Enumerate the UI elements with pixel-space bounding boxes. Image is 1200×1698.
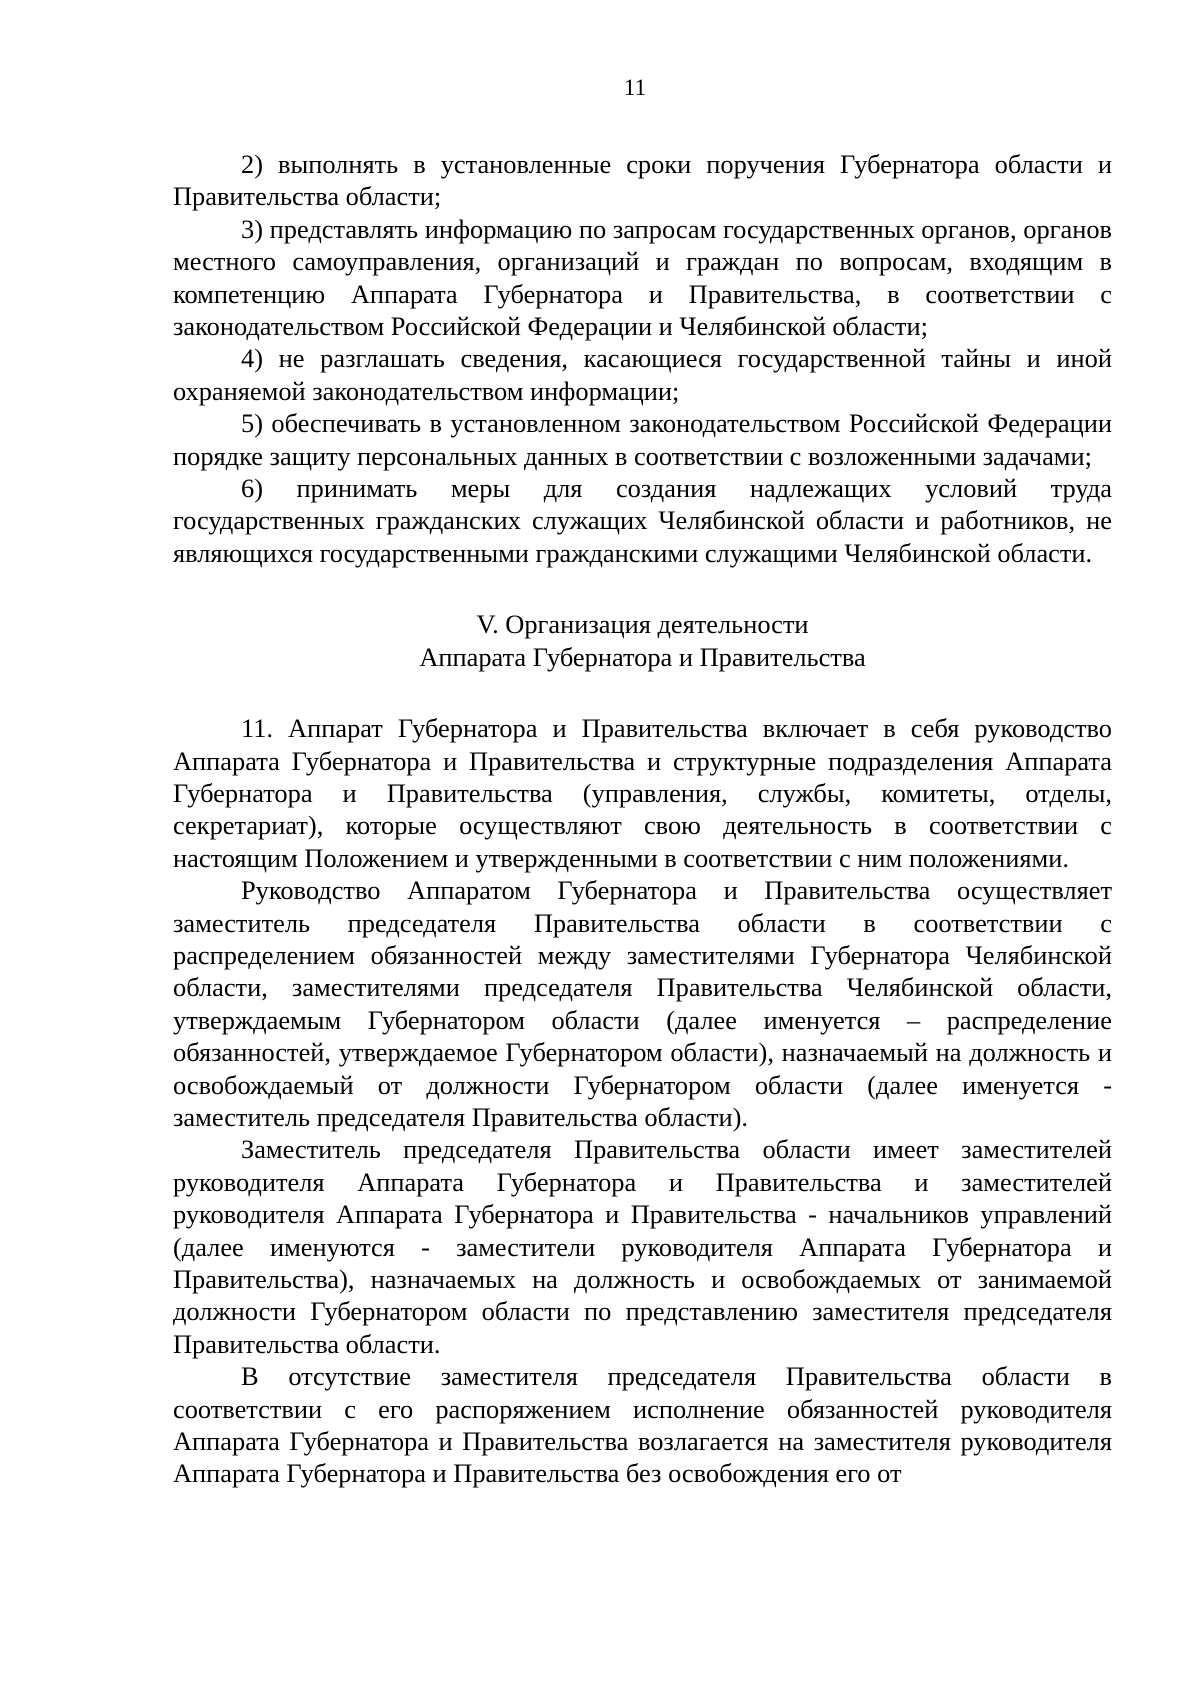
list-item-6: 6) принимать меры для создания надлежащих условий труда государственных гражданских служащих Челябинской области и работников, не являющихся государственными гражданскими служащими Челябинской области. [173,473,1112,568]
deputies-paragraph: Заместитель председателя Правительства области имеет заместителей руководителя Аппарата Губернатора и Правительства и заместителей руководителя Аппарата Губернатора и Правительства - начальников управлений (далее именуются - заместители руководителя Аппарата Губернатора и Правительства), назначаемых на должность и освобождаемых от занимаемой должности Губернатором области по представлению заместителя председателя Правительства области. [173,1134,1112,1359]
list-item-3: 3) представлять информацию по запросам государственных органов, органов местного самоуправления, организаций и граждан по вопросам, входящим в компетенцию Аппарата Губернатора и Правительства, в соответствии с законодательством Российской Федерации и Челябинской области; [173,213,1112,342]
absence-paragraph: В отсутствие заместителя председателя Правительства области в соответствии с его распоряжением исполнение обязанностей руководителя Аппарата Губернатора и Правительства возлагается на заместителя руководителя Аппарата Губернатора и Правительства без освобождения его от [173,1361,1112,1489]
section-heading-line-1: V. Организация деятельности [476,609,809,640]
list-item-2: 2) выполнять в установленные сроки поручения Губернатора области и Правительства области; [173,149,1112,212]
document-body [173,148,1112,1490]
page-number: 11 [623,75,647,100]
section-heading [173,608,1112,673]
clause-11-paragraph: 11. Аппарат Губернатора и Правительства включает в себя руководство Аппарата Губернатора и Правительства и структурные подразделения Аппарата Губернатора и Правительства (управления, службы, комитеты, отделы, секретариат), которые осуществляют свою деятельность в соответствии с настоящим Положением и утвержденными в соответствии с ним положениями. [173,713,1112,873]
section-heading-line-2: Аппарата Губернатора и Правительства [419,641,866,672]
list-item-5: 5) обеспечивать в установленном законодательством Российской Федерации порядке защиту персональных данных в соответствии с возложенными задачами; [173,408,1112,471]
list-item-4: 4) не разглашать сведения, касающиеся государственной тайны и иной охраняемой законодательством информации; [173,343,1112,406]
management-paragraph: Руководство Аппаратом Губернатора и Правительства осуществляет заместитель председателя Правительства области в соответствии с распределением обязанностей между заместителями Губернатора Челябинской области, заместителями председателя Правительства Челябинской области, утверждаемым Губернатором области (далее именуется – распределение обязанностей, утверждаемое Губернатором области), назначаемый на должность и освобождаемый от должности Губернатором области (далее именуется - заместитель председателя Правительства области). [173,875,1112,1132]
